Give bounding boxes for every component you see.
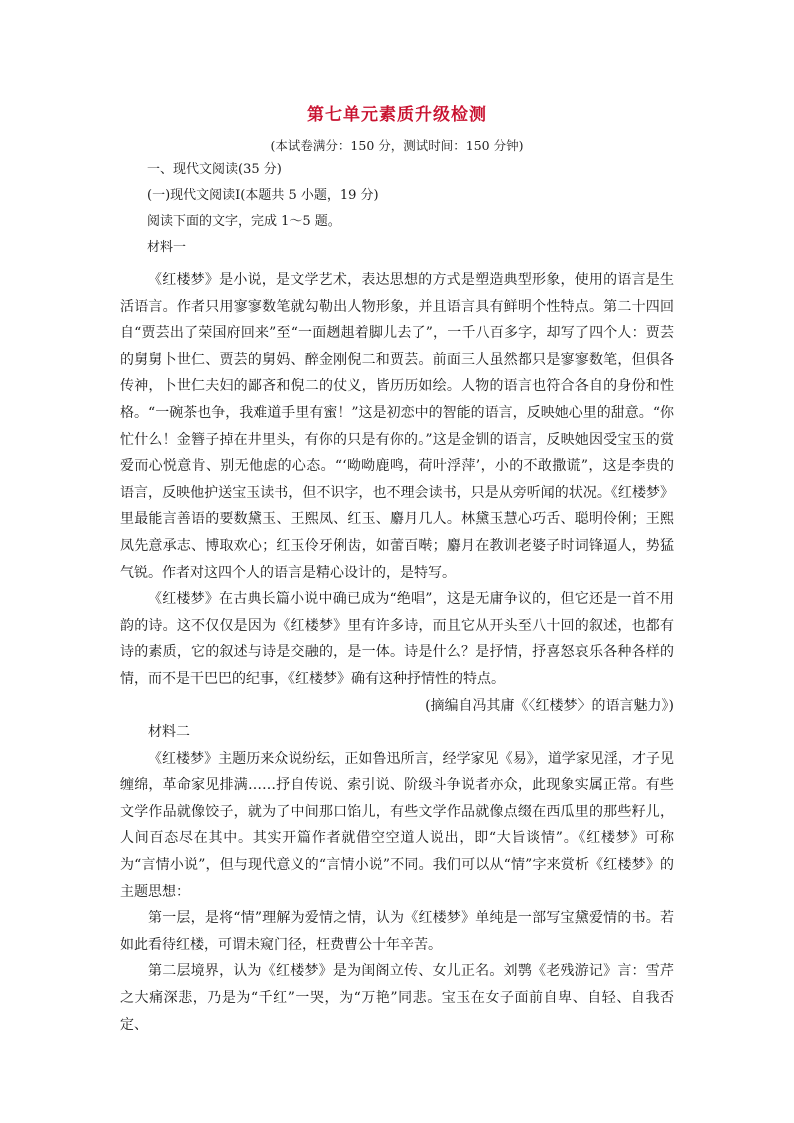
subsection-heading: (一)现代文阅读Ⅰ(本题共 5 小题，19 分) [147,188,379,203]
material-two-label: 材料二 [148,724,190,741]
material-one-source: (摘编自冯其庸《〈红楼梦〉的语言魅力》) [425,697,674,714]
material-two-paragraph-3: 第二层境界，认为《红楼梦》是为闺阁立传、女儿正名。刘鹗《老残游记》言：雪芹之大痛深悲，乃是为“千红”一哭，为“万艳”同悲。宝玉在女子面前自卑、自轻、自我否定、 [120,963,674,1033]
instruction-text: 阅读下面的文字，完成 1～5 题。 [147,214,341,229]
page-title: 第七单元素质升级检测 [307,105,487,125]
exam-info: (本试卷满分：150 分，测试时间：150 分钟) [270,138,524,153]
material-one-paragraph-1: 《红楼梦》是小说，是文学艺术，表达思想的方式是塑造典型形象，使用的语言是生活语言。作者只用寥寥数笔就勾勒出人物形象，并且语言具有鲜明个性特点。第二十四回自“贾芸出了荣国府回来”至“一面趔趄着脚儿去了”，一千八百多字，却写了四个人：贾芸的舅舅卜世仁、贾芸的舅妈、醉金刚倪二和贾芸。前面三人虽然都只是寥寥数笔，但俱各传神，卜世仁夫妇的鄙吝和倪二的仗义，皆历历如绘。人物的语言也符合各自的身份和性格。“一碗茶也争，我难道手里有蜜！”这是初恋中的智能的语言，反映她心里的甜意。“你忙什么！金簪子掉在井里头，有你的只是有你的。”这是金钏的语言，反映她因受宝玉的赏爱而心悦意肯、别无他虑的心态。“‘呦呦鹿鸣，荷叶浮萍’，小的不敢撒谎”，这是李贵的语言，反映他护送宝玉读书，但不识字，也不理会读书，只是从旁听闻的状况。《红楼梦》里最能言善语的要数黛玉、王熙凤、红玉、麝月几人。林黛玉慧心巧舌、聪明伶俐；王熙凤先意承志、博取欢心；红玉伶牙俐齿，如蕾百啭；麝月在教训老婆子时词锋逼人，势猛气锐。作者对这四个人的语言是精心设计的，是特写。 [120,272,674,581]
material-one-label: 材料一 [147,240,187,255]
material-two-paragraph-1: 《红楼梦》主题历来众说纷纭，正如鲁迅所言，经学家见《易》，道学家见淫，才子见缠绵，革命家见排满……抒自传说、索引说、阶级斗争说者亦众，此现象实属正常。有些文学作品就像饺子，就为了中间那口馅儿，有些文学作品就像点缀在西瓜里的那些籽儿，人间百态尽在其中。其实开篇作者就借空空道人说出，即“大旨谈情”。《红楼梦》可称为“言情小说”，但与现代意义的“言情小说”不同。我们可以从“情”字来赏析《红楼梦》的主题思想： [120,750,674,900]
reading-passage [120,267,674,1038]
section-heading: 一、现代文阅读(35 分) [147,162,282,177]
material-two-paragraph-2: 第一层，是将“情”理解为爱情之情，认为《红楼梦》单纯是一部写宝黛爱情的书。若如此看待红楼，可谓未窥门径，枉费曹公十年辛苦。 [120,910,674,953]
material-one-paragraph-2: 《红楼梦》在古典长篇小说中确已成为“绝唱”，这是无庸争议的，但它还是一首不用韵的诗。这不仅仅是因为《红楼梦》里有许多诗，而且它从开头至八十回的叙述，也都有诗的素质，它的叙述与诗是交融的，是一体。诗是什么？是抒情，抒喜怒哀乐各种各样的情，而不是干巴巴的纪事，《红楼梦》确有这种抒情性的特点。 [120,591,674,687]
